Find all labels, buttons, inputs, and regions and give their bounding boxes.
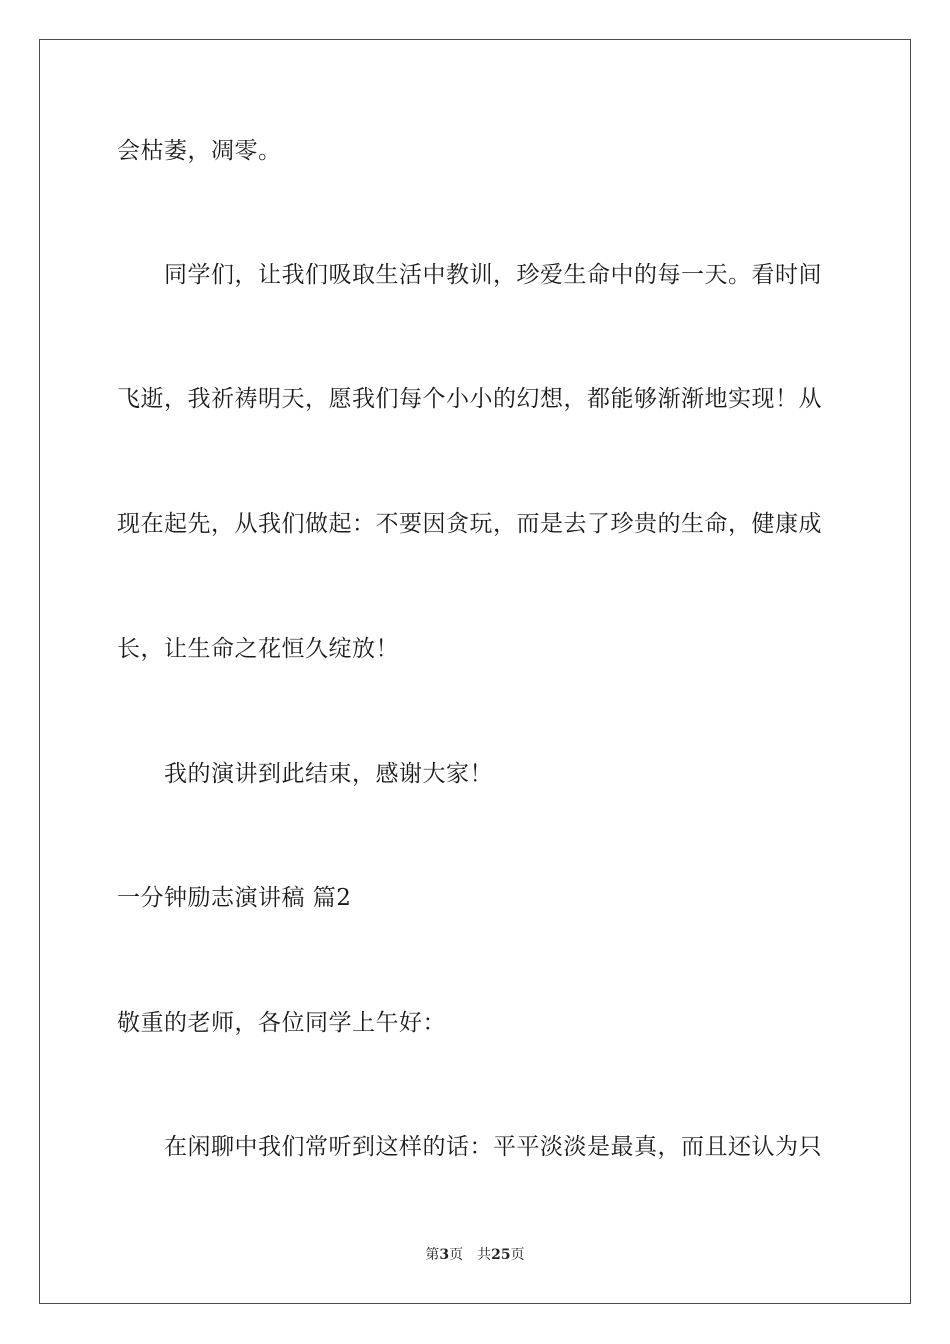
page-footer xyxy=(0,1246,950,1264)
paragraph-line: 同学们，让我们吸取生活中教训，珍爱生命中的每一天。看时间 xyxy=(164,262,822,288)
text-line: 敬重的老师，各位同学上午好： xyxy=(117,1010,446,1036)
text-line: 长，让生命之花恒久绽放！ xyxy=(117,636,399,662)
paragraph-line: 在闲聊中我们常听到这样的话：平平淡淡是最真，而且还认为只 xyxy=(164,1134,822,1160)
page-number: 3 xyxy=(439,1247,450,1263)
paragraph-line: 我的演讲到此结束，感谢大家！ xyxy=(164,761,493,787)
section-heading: 一分钟励志演讲稿 篇2 xyxy=(117,885,352,911)
text-line: 现在起先，从我们做起：不要因贪玩，而是去了珍贵的生命，健康成 xyxy=(117,511,822,537)
total-pages: 25 xyxy=(491,1247,511,1263)
text-line: 飞逝，我祈祷明天，愿我们每个小小的幻想，都能够渐渐地实现！从 xyxy=(117,386,822,412)
text-line: 会枯萎，凋零。 xyxy=(117,138,282,164)
page-border xyxy=(39,39,911,1304)
total-label-suffix: 页 xyxy=(510,1247,525,1263)
page-label-suffix: 页 xyxy=(449,1247,464,1263)
page-label-prefix: 第 xyxy=(425,1247,440,1263)
total-label-prefix: 共 xyxy=(477,1247,492,1263)
